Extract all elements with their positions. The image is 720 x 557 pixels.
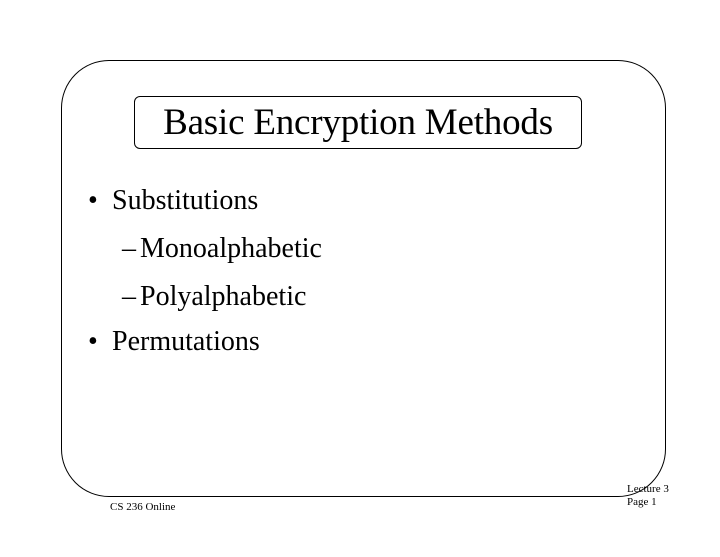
bullet-text: Permutations [112, 326, 260, 357]
bullet-item [88, 185, 258, 217]
sub-bullet-item [122, 233, 322, 265]
bullet-mark: • [88, 326, 98, 357]
sub-bullet-item [122, 281, 306, 313]
bullet-mark: • [88, 185, 98, 216]
bullet-text: Substitutions [112, 185, 259, 216]
slide-title-box [134, 96, 582, 149]
sub-bullet-text: Monoalphabetic [140, 233, 322, 264]
footer-page-info [627, 483, 669, 509]
slide-title: Basic Encryption Methods [163, 102, 553, 143]
bullet-item [88, 326, 260, 358]
footer-page: Page 1 [627, 496, 657, 508]
footer-course: CS 236 Online [110, 501, 176, 513]
sub-bullet-mark: – [122, 281, 136, 312]
sub-bullet-mark: – [122, 233, 136, 264]
sub-bullet-text: Polyalphabetic [140, 281, 307, 312]
footer-lecture: Lecture 3 [627, 483, 669, 495]
